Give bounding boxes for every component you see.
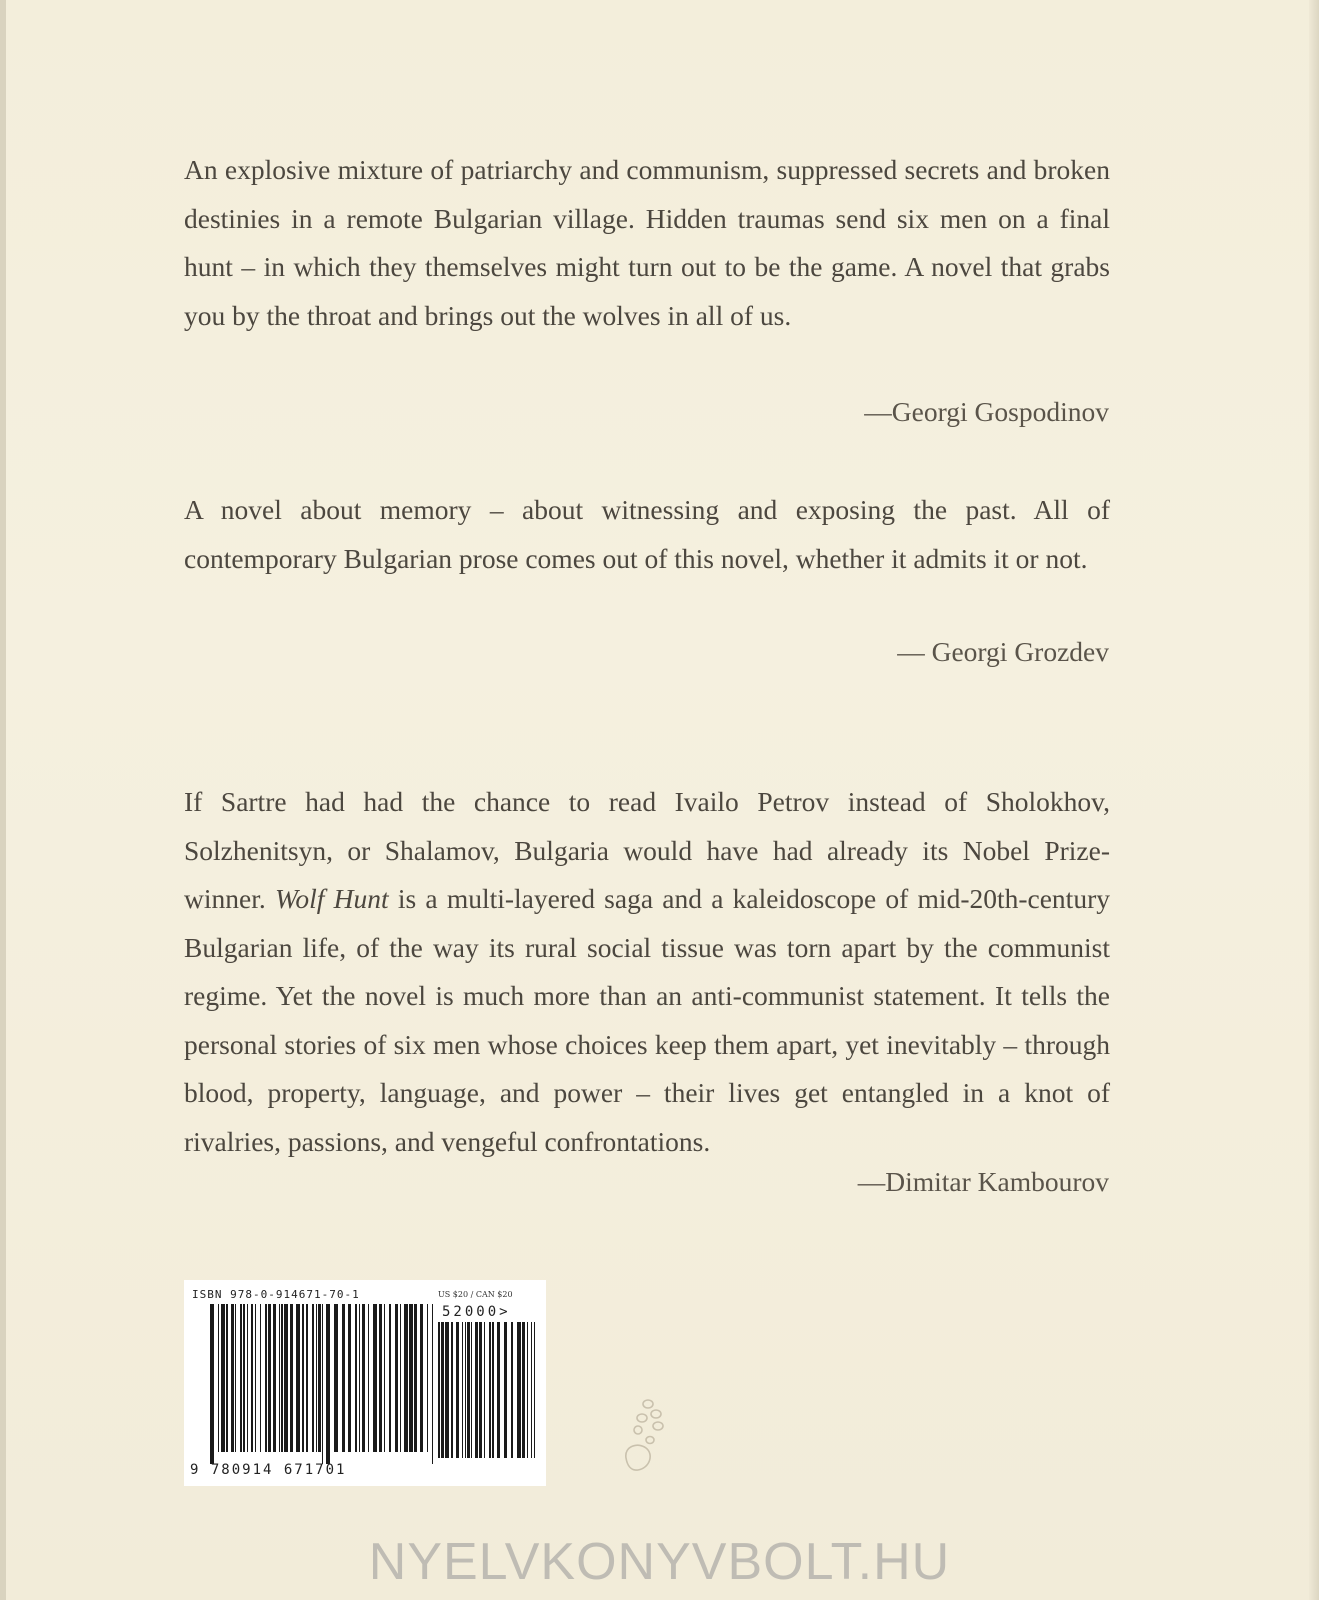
barcode-bar (268, 1304, 271, 1452)
cover-right-edge (1309, 0, 1319, 1600)
barcode-bar (218, 1304, 219, 1452)
barcode-bar (281, 1304, 283, 1452)
barcode-bar (438, 1322, 440, 1458)
addon-code: 52000> (442, 1304, 511, 1320)
barcode-bar (322, 1304, 323, 1464)
barcode-bar (302, 1304, 304, 1452)
barcode-bar (400, 1304, 401, 1452)
ean-digits: 9 780914 671701 (190, 1462, 347, 1478)
barcode-bar (373, 1304, 377, 1452)
barcode-bar (389, 1304, 391, 1452)
barcode-bar (251, 1304, 253, 1452)
barcode-bar (316, 1304, 317, 1452)
barcode-bar (326, 1304, 330, 1464)
barcode-bar (534, 1322, 535, 1458)
barcode-bar (522, 1322, 525, 1458)
barcode-bar (312, 1304, 314, 1452)
barcode-bar (504, 1322, 507, 1458)
barcode-bar (243, 1304, 245, 1452)
isbn-label: ISBN 978-0-914671-70-1 (192, 1288, 360, 1301)
barcode-bar (284, 1304, 288, 1452)
barcode-bar (368, 1304, 369, 1452)
barcode-bar (279, 1304, 280, 1452)
barcode-bar (479, 1322, 482, 1458)
barcode-bar (511, 1322, 513, 1458)
barcode-bar (235, 1304, 236, 1452)
barcode-bar (414, 1304, 417, 1452)
barcode-bar (409, 1304, 413, 1452)
barcode-bar (451, 1322, 453, 1458)
barcode-bar (427, 1304, 428, 1452)
barcode-bar (255, 1304, 256, 1452)
barcode-bar (226, 1304, 228, 1452)
barcode-bar (273, 1304, 276, 1452)
barcode-bar (384, 1304, 385, 1452)
attribution-gospodinov: —Georgi Gospodinov (864, 396, 1109, 427)
barcode-bar (441, 1322, 444, 1458)
attribution-kambourov: —Dimitar Kambourov (857, 1166, 1109, 1197)
barcode-bar (318, 1304, 321, 1452)
barcode-bar (471, 1322, 472, 1458)
barcode-bar (475, 1322, 478, 1458)
barcode-bar (231, 1304, 234, 1452)
blurb-gospodinov: An explosive mixture of patriarchy and communism, suppressed secrets and broken destinies in a remote Bulgarian village. Hidden traumas send six men on a final hunt – in which they themselves might turn out to be the game. A novel that grabs you by the throat and brings out the wolves in all of us. (184, 154, 1110, 331)
barcode-bar (395, 1304, 398, 1452)
barcode-bar (240, 1304, 242, 1452)
barcode-bar (497, 1322, 500, 1458)
paw-print-icon (616, 1396, 672, 1476)
barcode-bar (462, 1322, 463, 1458)
barcode-bar (290, 1304, 293, 1452)
cover-left-edge (0, 0, 6, 1600)
barcode-bar (489, 1322, 491, 1458)
barcode-bar (432, 1304, 433, 1464)
barcode-bar (260, 1304, 261, 1452)
barcode-bar (296, 1304, 300, 1452)
barcode-bar (404, 1304, 408, 1452)
barcode-bar (379, 1304, 382, 1452)
blurb-grozdev: A novel about memory – about witnessing and exposing the past. All of contemporary Bulgarian prose comes out of this novel, whether it admits it or not. (184, 494, 1110, 574)
barcode-bar (221, 1304, 225, 1452)
barcode-bar (527, 1322, 528, 1458)
barcode-bar (492, 1322, 494, 1458)
barcode-bar (355, 1304, 357, 1452)
barcode-bar (465, 1322, 466, 1458)
barcode-bars-addon (438, 1322, 538, 1470)
barcode-bar (456, 1322, 459, 1458)
barcode-bar (247, 1304, 248, 1452)
barcode-bar (362, 1304, 365, 1452)
barcode-bar (445, 1322, 449, 1458)
barcode-bar (348, 1304, 351, 1452)
isbn-barcode (184, 1280, 546, 1486)
book-title-italic: Wolf Hunt (274, 883, 389, 914)
barcode-bar (420, 1304, 423, 1452)
barcode-bar (210, 1304, 214, 1464)
blurb-kambourov-intro: If Sartre had had the chance to read Ivailo Petrov instead of Sholokhov, Solzhenitsyn, or Shalamov, Bulgaria would have had already its Nobel Prize-winner. (184, 786, 1110, 914)
barcode-bar (306, 1304, 308, 1452)
watermark-text: NYELVKONYVBOLT.HU (368, 1533, 951, 1591)
blurb-kambourov (184, 778, 1110, 1166)
barcode-bar (484, 1322, 485, 1458)
barcode-bar (342, 1304, 345, 1452)
barcode-bar (531, 1322, 532, 1458)
barcode-bar (359, 1304, 360, 1452)
barcode-bar (467, 1322, 470, 1458)
barcode-bar (517, 1322, 521, 1458)
barcode-bars-main (210, 1304, 438, 1464)
attribution-grozdev: — Georgi Grozdev (897, 636, 1109, 667)
barcode-bar (334, 1304, 338, 1452)
price-label: US $20 / CAN $20 (438, 1290, 513, 1299)
blurb-kambourov-body: is a multi-layered saga and a kaleidoscope of mid-20th-century Bulgarian life, of the way its rural social tissue was torn apart by the communist regime. Yet the novel is much more than an anti-communist statement. It tells the personal stories of six men whose choices keep them apart, yet inevitably – through blood, property, language, and power – their lives get entangled in a knot of rivalries, passions, and vengeful confrontations. (184, 883, 1110, 1157)
barcode-bar (265, 1304, 267, 1452)
